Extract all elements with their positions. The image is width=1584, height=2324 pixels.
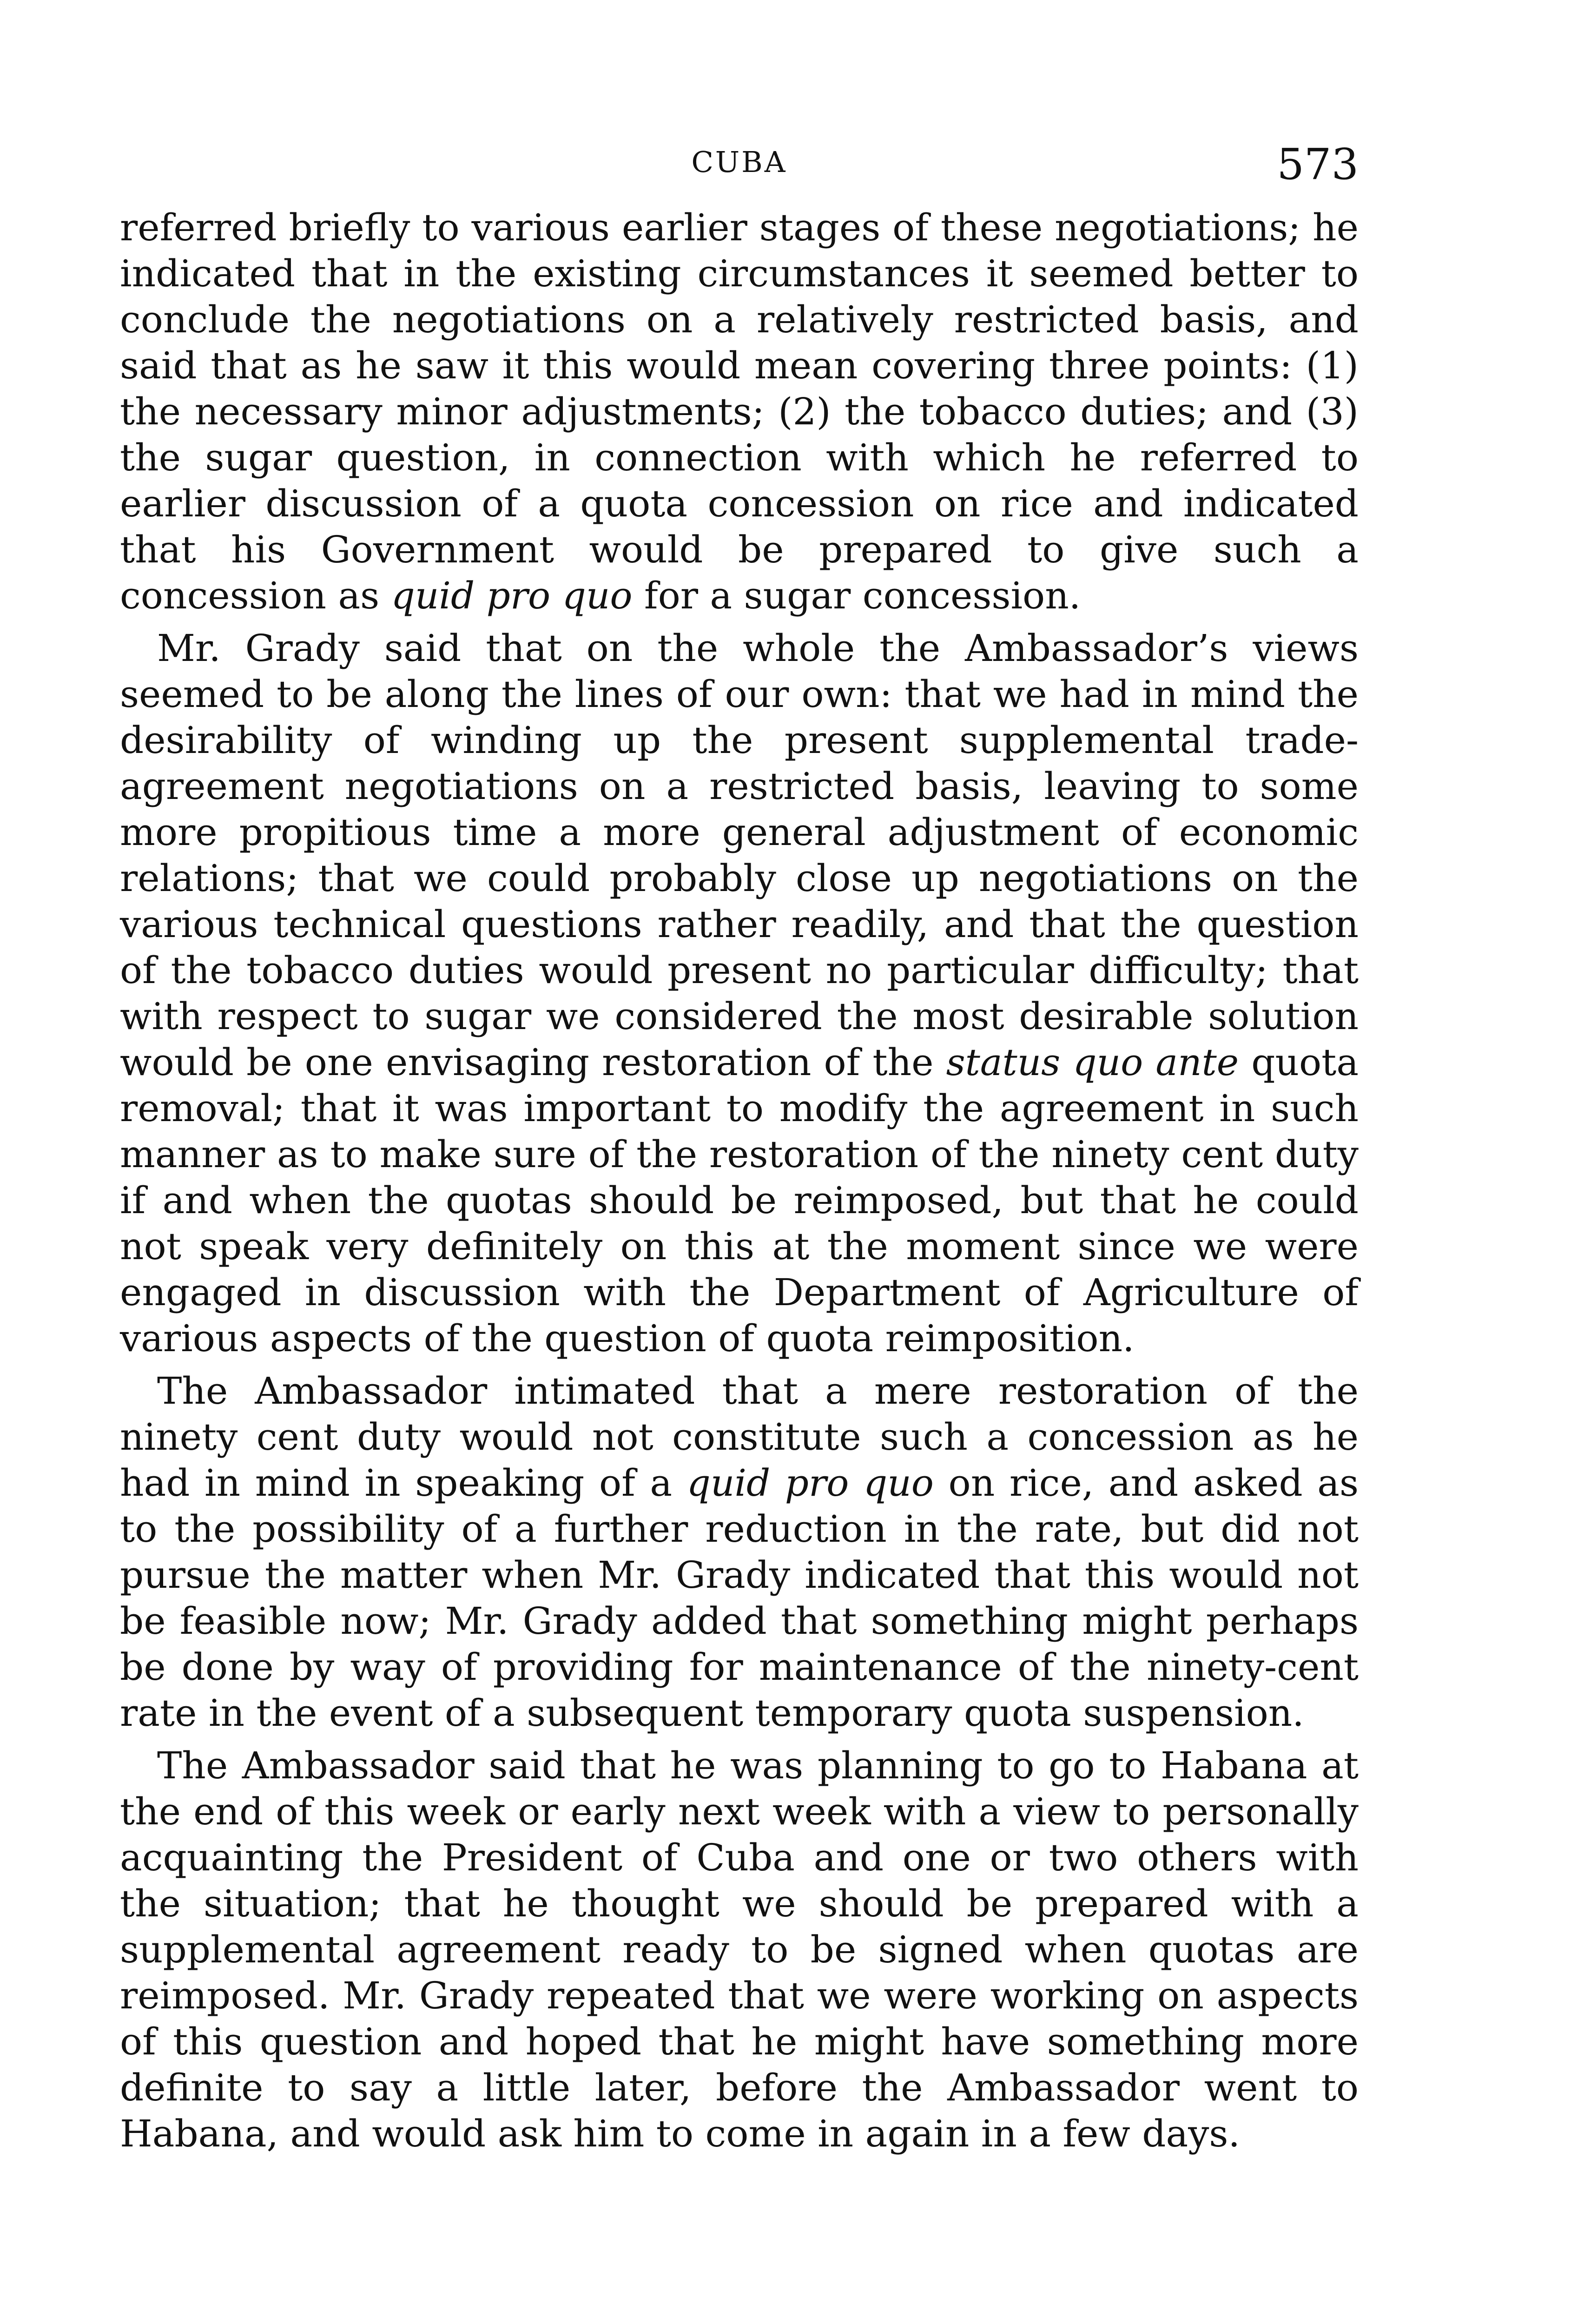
paragraph-1 bbox=[120, 205, 1359, 619]
italic-phrase: quid pro quo bbox=[391, 574, 633, 617]
text-span: referred briefly to various earlier stages of these negotiations; he indicated that in the existing circumstances it seemed better to conclude the negotiations on a relatively restricted basis, and said that as he saw it this would mean covering three points: (1) the necessary minor adjustments; (2) the tobacco duties; and (3) the sugar question, in connection with which he referred to earlier discussion of a quota concession on rice and indicated that his Government would be prepared to give such a concession as bbox=[120, 206, 1359, 617]
text-span: The Ambassador intimated that a mere restoration of the ninety cent duty would not constitute such a concession as he had in mind in speaking of a bbox=[120, 1369, 1359, 1505]
paragraph-3 bbox=[120, 1368, 1359, 1736]
document-page bbox=[120, 139, 1359, 2163]
text-span: The Ambassador said that he was planning to go to Habana at the end of this week or early next week with a view to personally acquainting the President of Cuba and one or two others with the situation; that he thought we should be prepared with a supplemental agreement ready to be signed when quotas are reimposed. Mr. Grady repeated that we were working on aspects of this question and hoped that he might have something more definite to say a little later, before the Ambassador went to Habana, and would ask him to come in again in a few days. bbox=[120, 1744, 1359, 2155]
text-span: on rice, and asked as to the possibility of a further reduction in the rate, but did not pursue the matter when Mr. Grady indicated that this would not be feasible now; Mr. Grady added that something might perhaps be done by way of providing for maintenance of the ninety-cent rate in the event of a subsequent temporary quota suspension. bbox=[120, 1461, 1359, 1735]
paragraph-2 bbox=[120, 625, 1359, 1361]
italic-phrase: status quo ante bbox=[946, 1041, 1239, 1084]
paragraph-4 bbox=[120, 1743, 1359, 2157]
page-header bbox=[120, 139, 1359, 191]
text-span: for a sugar concession. bbox=[632, 574, 1081, 617]
text-span: quota removal; that it was important to modify the agreement in such manner as to make sure of the restoration of the ninety cent duty if and when the quotas should be reimposed, but that he could not speak very definitely on this at the moment since we were engaged in discussion with the Department of Agriculture of various aspects of the question of quota reimposition. bbox=[120, 1041, 1359, 1360]
italic-phrase: quid pro quo bbox=[686, 1461, 934, 1505]
running-head: CUBA bbox=[691, 145, 787, 179]
body-text bbox=[120, 205, 1359, 2157]
page-number: 573 bbox=[1277, 139, 1359, 189]
text-span: Mr. Grady said that on the whole the Ambassador’s views seemed to be along the lines of our own: that we had in mind the desirability of winding up the present supplemental trade-agreement negotiations on a restricted basis, leaving to some more propitious time a more general adjustment of economic relations; that we could probably close up negotiations on the various technical questions rather readily, and that the question of the tobacco duties would present no particular difficulty; that with respect to sugar we considered the most desirable solution would be one envisaging restoration of the bbox=[120, 627, 1359, 1084]
